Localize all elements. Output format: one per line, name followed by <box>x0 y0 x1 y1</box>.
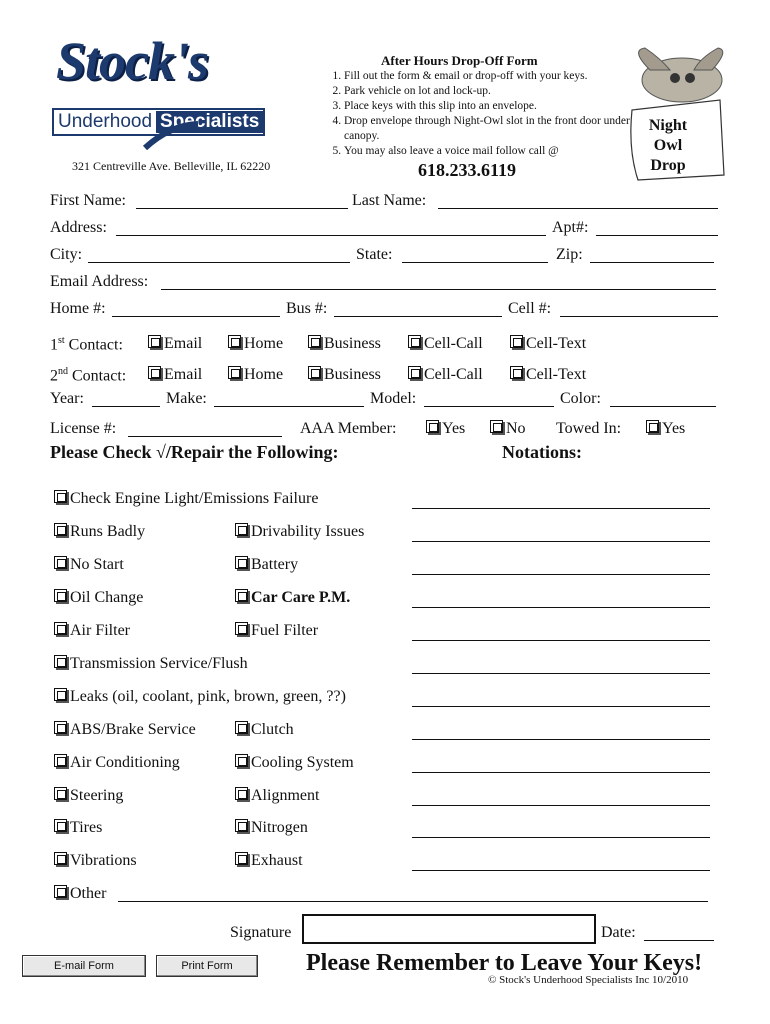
checkbox[interactable] <box>235 819 248 832</box>
option-label: Business <box>324 366 381 383</box>
checkbox[interactable] <box>54 523 67 536</box>
checkbox[interactable] <box>54 622 67 635</box>
item-label: Car Care P.M. <box>251 589 351 606</box>
logo-wordmark: Stock's <box>56 31 209 91</box>
checkbox[interactable] <box>408 366 421 379</box>
step-4: 4. Drop envelope through Night-Owl slot in the front door under canopy. <box>344 114 634 144</box>
item-label: No Start <box>70 556 124 573</box>
item-check-engine[interactable] <box>54 490 318 508</box>
home-phone-field[interactable] <box>112 302 280 317</box>
model-label: Model: <box>370 390 417 407</box>
make-label: Make: <box>166 390 207 407</box>
notation-line[interactable] <box>412 725 710 740</box>
checkbox[interactable] <box>54 655 67 668</box>
notation-line[interactable] <box>412 527 710 542</box>
checkbox[interactable] <box>646 420 659 433</box>
checkbox[interactable] <box>235 787 248 800</box>
option-label: Cell-Call <box>424 366 483 383</box>
contact2-suffix: nd <box>58 366 68 377</box>
option-label: Email <box>164 366 203 383</box>
contact1-email-option[interactable] <box>148 335 202 353</box>
instructions <box>322 69 634 159</box>
license-label: License #: <box>50 420 117 437</box>
notation-line[interactable] <box>412 593 710 608</box>
zip-field[interactable] <box>590 248 714 263</box>
checkbox[interactable] <box>54 787 67 800</box>
item-label: Battery <box>251 556 299 573</box>
item-abs[interactable] <box>54 721 196 739</box>
item-label: Steering <box>70 787 124 804</box>
copyright: © Stock's Underhood Specialists Inc 10/2010 <box>488 974 689 986</box>
checkbox[interactable] <box>54 754 67 767</box>
owl-line-3: Drop <box>650 157 686 174</box>
item-label: Vibrations <box>70 852 137 869</box>
form-title: After Hours Drop-Off Form <box>381 53 538 68</box>
option-label: Email <box>164 335 203 352</box>
first-name-label: First Name: <box>50 192 126 209</box>
step-5: 5. You may also leave a voice mail follow call @ <box>344 144 634 159</box>
notation-line[interactable] <box>412 856 710 871</box>
contact1-number: 1 <box>50 336 58 354</box>
state-label: State: <box>356 246 393 263</box>
item-vibrations[interactable] <box>54 852 137 870</box>
item-fuel-filter[interactable] <box>235 622 318 640</box>
contact2-home-option[interactable] <box>228 366 283 384</box>
item-car-care[interactable] <box>235 589 350 607</box>
checkbox[interactable] <box>510 335 523 348</box>
last-name-label: Last Name: <box>352 192 427 209</box>
apt-field[interactable] <box>596 221 718 236</box>
other-field[interactable] <box>118 887 708 902</box>
contact2-cellcall-option[interactable] <box>408 366 483 384</box>
first-name-field[interactable] <box>136 194 348 209</box>
option-label: Home <box>244 366 284 383</box>
checkbox[interactable] <box>54 589 67 602</box>
last-name-field[interactable] <box>438 194 718 209</box>
bus-phone-label: Bus #: <box>286 300 328 317</box>
item-label: Other <box>70 885 107 902</box>
step-1: 1. Fill out the form & email or drop-off with your keys. <box>344 69 634 84</box>
notation-line[interactable] <box>412 758 710 773</box>
item-steering[interactable] <box>54 787 123 805</box>
notation-line[interactable] <box>412 494 710 509</box>
notation-line[interactable] <box>412 659 710 674</box>
checkbox[interactable] <box>426 420 439 433</box>
checkbox[interactable] <box>228 366 241 379</box>
aaa-label: AAA Member: <box>300 420 397 437</box>
bus-phone-field[interactable] <box>334 302 502 317</box>
checkbox[interactable] <box>235 852 248 865</box>
license-field[interactable] <box>128 422 282 437</box>
option-label: Home <box>244 335 284 352</box>
notations-heading: Notations: <box>502 442 582 462</box>
checkbox[interactable] <box>54 819 67 832</box>
signature-field[interactable] <box>302 914 596 944</box>
notation-line[interactable] <box>412 692 710 707</box>
checkbox[interactable] <box>228 335 241 348</box>
item-oil-change[interactable] <box>54 589 143 607</box>
item-label: Air Conditioning <box>70 754 180 771</box>
item-label: Nitrogen <box>251 819 308 836</box>
zip-label: Zip: <box>556 246 583 263</box>
contact2-label <box>50 366 126 385</box>
contact1-home-option[interactable] <box>228 335 283 353</box>
item-ac[interactable] <box>54 754 180 772</box>
cell-phone-field[interactable] <box>560 302 718 317</box>
option-label: No <box>506 420 526 437</box>
contact2-number: 2 <box>50 367 58 385</box>
item-label: Oil Change <box>70 589 144 606</box>
owl-line-1: Night <box>648 117 688 134</box>
item-clutch[interactable] <box>235 721 294 739</box>
model-field[interactable] <box>424 392 554 407</box>
item-label: Runs Badly <box>70 523 146 540</box>
item-no-start[interactable] <box>54 556 124 574</box>
year-label: Year: <box>50 390 84 407</box>
notation-line[interactable] <box>412 823 710 838</box>
item-label: Alignment <box>251 787 320 804</box>
checkbox[interactable] <box>235 622 248 635</box>
contact1-celltext-option[interactable] <box>510 335 586 353</box>
state-field[interactable] <box>402 248 548 263</box>
repair-heading: Please Check √/Repair the Following: <box>50 442 339 462</box>
checkbox[interactable] <box>235 589 248 602</box>
item-label: Clutch <box>251 721 294 738</box>
home-phone-label: Home #: <box>50 300 106 317</box>
apt-label: Apt#: <box>552 219 589 236</box>
email-form-button[interactable]: E-mail Form <box>22 955 146 977</box>
checkbox[interactable] <box>54 721 67 734</box>
option-label: Yes <box>442 420 466 437</box>
notation-line[interactable] <box>412 560 710 575</box>
year-field[interactable] <box>92 392 160 407</box>
road-swoosh-icon <box>140 120 200 150</box>
item-label: Tires <box>70 819 103 836</box>
option-label: Cell-Text <box>526 366 587 383</box>
item-tires[interactable] <box>54 819 102 837</box>
contact2-business-option[interactable] <box>308 366 381 384</box>
address-field[interactable] <box>116 221 546 236</box>
item-label: Exhaust <box>251 852 303 869</box>
notation-line[interactable] <box>412 791 710 806</box>
step-2: 2. Park vehicle on lot and lock-up. <box>344 84 634 99</box>
logo-left-text: Underhood <box>58 111 153 132</box>
step-3: 3. Place keys with this slip into an envelope. <box>344 99 634 114</box>
option-label: Cell-Call <box>424 335 483 352</box>
item-battery[interactable] <box>235 556 298 574</box>
phone-number: 618.233.6119 <box>418 160 517 180</box>
checkbox[interactable] <box>235 754 248 767</box>
checkbox[interactable] <box>54 556 67 569</box>
color-label: Color: <box>560 390 601 407</box>
item-label: Check Engine Light/Emissions Failure <box>70 490 319 507</box>
signature-label: Signature <box>230 924 292 941</box>
date-field[interactable] <box>644 926 714 941</box>
option-label: Yes <box>662 420 686 437</box>
item-label: Leaks (oil, coolant, pink, brown, green, ??) <box>70 688 346 705</box>
checkbox[interactable] <box>408 335 421 348</box>
email-label: Email Address: <box>50 273 149 290</box>
contact1-business-option[interactable] <box>308 335 381 353</box>
item-label: Transmission Service/Flush <box>70 655 248 672</box>
option-label: Cell-Text <box>526 335 587 352</box>
checkbox[interactable] <box>54 490 67 503</box>
color-field[interactable] <box>610 392 716 407</box>
checkbox[interactable] <box>235 523 248 536</box>
contact1-suffix: st <box>58 335 65 346</box>
city-field[interactable] <box>88 248 350 263</box>
logo-right-text: Specialists <box>156 111 263 133</box>
contact1-label <box>50 335 123 354</box>
checkbox[interactable] <box>235 556 248 569</box>
city-label: City: <box>50 246 83 263</box>
item-cooling[interactable] <box>235 754 354 772</box>
email-field[interactable] <box>161 275 716 290</box>
checkbox[interactable] <box>148 335 161 348</box>
contact2-text: Contact: <box>68 367 127 385</box>
towed-yes-option[interactable] <box>646 420 685 438</box>
contact1-cellcall-option[interactable] <box>408 335 483 353</box>
make-field[interactable] <box>214 392 364 407</box>
aaa-no-option[interactable] <box>490 420 526 438</box>
cell-phone-label: Cell #: <box>508 300 552 317</box>
item-leaks[interactable] <box>54 688 346 706</box>
aaa-yes-option[interactable] <box>426 420 465 438</box>
notation-line[interactable] <box>412 626 710 641</box>
address-label: Address: <box>50 219 107 236</box>
item-exhaust[interactable] <box>235 852 303 870</box>
item-air-filter[interactable] <box>54 622 130 640</box>
print-form-button[interactable]: Print Form <box>156 955 258 977</box>
checkbox[interactable] <box>148 366 161 379</box>
owl-line-2: Owl <box>653 137 683 154</box>
item-nitrogen[interactable] <box>235 819 308 837</box>
checkbox[interactable] <box>308 366 321 379</box>
item-label: Drivability Issues <box>251 523 365 540</box>
item-alignment[interactable] <box>235 787 319 805</box>
checkbox[interactable] <box>54 885 67 898</box>
item-transmission[interactable] <box>54 655 248 673</box>
item-other[interactable] <box>54 885 106 903</box>
contact2-email-option[interactable] <box>148 366 202 384</box>
option-label: Business <box>324 335 381 352</box>
item-drivability[interactable] <box>235 523 364 541</box>
contact2-celltext-option[interactable] <box>510 366 586 384</box>
checkbox[interactable] <box>235 721 248 734</box>
item-label: Air Filter <box>70 622 130 639</box>
item-label: Fuel Filter <box>251 622 319 639</box>
contact1-text: Contact: <box>64 336 123 354</box>
item-runs-badly[interactable] <box>54 523 145 541</box>
night-owl-sign <box>636 116 700 176</box>
shop-address: 321 Centreville Ave. Belleville, IL 62220 <box>72 159 271 173</box>
checkbox[interactable] <box>54 852 67 865</box>
checkbox[interactable] <box>510 366 523 379</box>
reminder-text: Please Remember to Leave Your Keys! <box>306 950 703 976</box>
item-label: ABS/Brake Service <box>70 721 196 738</box>
item-label: Cooling System <box>251 754 354 771</box>
checkbox[interactable] <box>490 420 503 433</box>
checkbox[interactable] <box>54 688 67 701</box>
towed-label: Towed In: <box>556 420 622 437</box>
checkbox[interactable] <box>308 335 321 348</box>
date-label: Date: <box>601 924 636 941</box>
